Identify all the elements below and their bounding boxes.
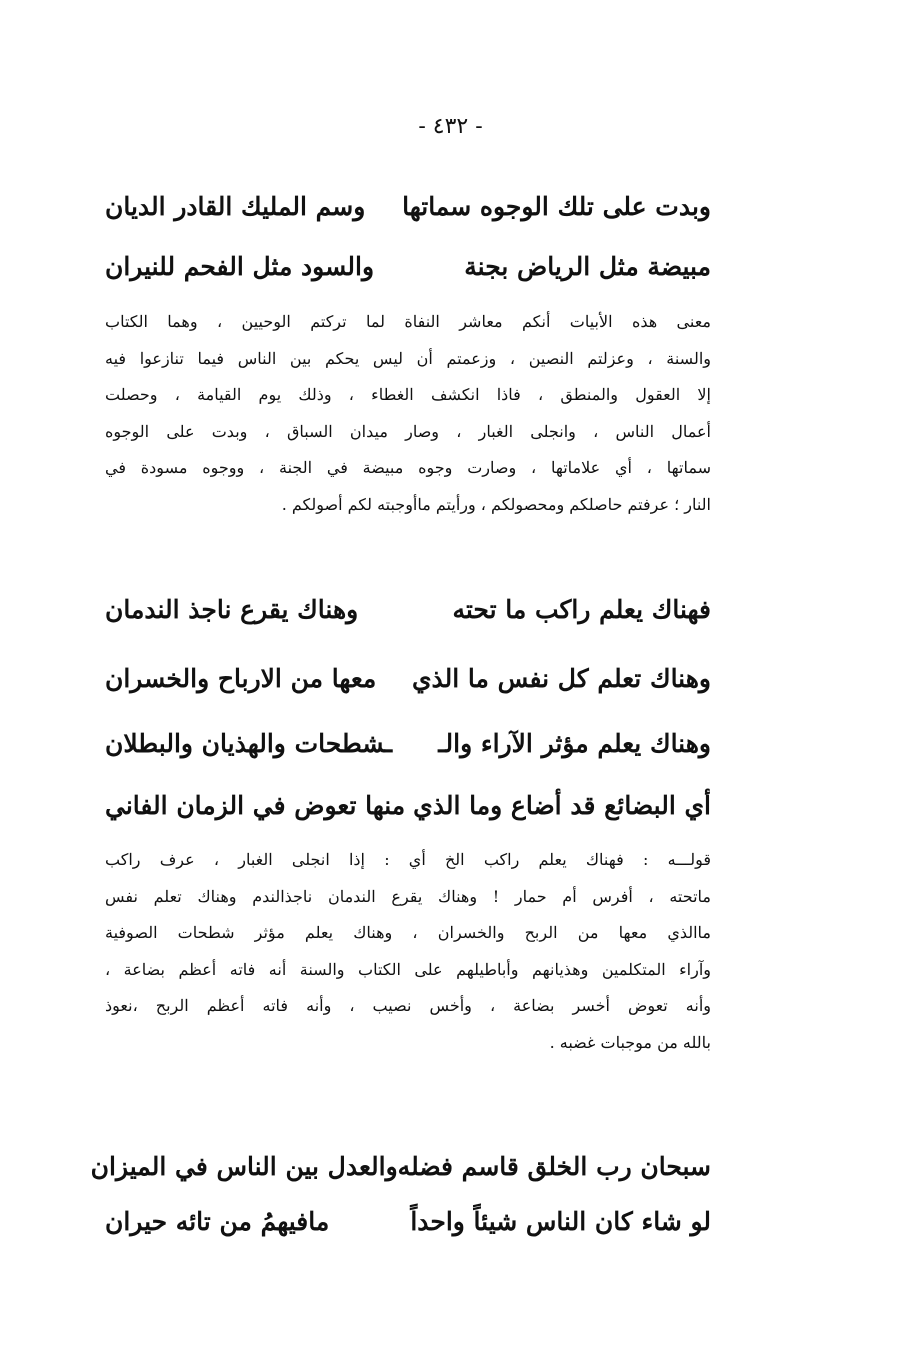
text-line: إلا العقول والمنطق ، فاذا انكشف الغطاء ، وذلك يوم القيامة ، وحصلت [105,385,711,404]
verse-first-hemistich: وبدت على تلك الوجوه سماتها [402,191,711,221]
verse-first-hemistich: فهناك يعلم راكب ما تحته [452,594,711,624]
verse-first-hemistich: سبحان رب الخلق قاسم فضله [397,1151,711,1181]
verse-second-hemistich: مافيهمُ من تائه حيران [105,1206,330,1236]
text-line: سماتها ، أي علاماتها ، وصارت وجوه مبيضة في الجنة ، ووجوه مسودة في [105,458,711,477]
verse-first-hemistich: وهناك يعلم مؤثر الآراء والـ [438,728,711,758]
text-line: بالله من موجبات غضبه . [549,1032,711,1052]
verse-second-hemistich: معها من الارباح والخسران [105,663,377,693]
verse-line [105,243,711,289]
verse-first-hemistich: وهناك تعلم كل نفس ما الذي [411,663,711,693]
verse-second-hemistich: منها تعوض في الزمان الفاني [105,790,406,820]
verse-second-hemistich: والسود مثل الفحم للنيران [105,251,375,281]
text-line: والسنة ، وعزلتم النصين ، وزعمتم أن ليس يحكم بين الناس فيما تنازعوا فيه [105,348,711,368]
verse-second-hemistich: وسم المليك القادر الديان [105,191,366,221]
verse-second-hemistich: وهناك يقرع ناجذ الندمان [105,594,359,624]
text-line: ماتحته ، أفرس أم حمار ! وهناك يقرع الندمان ناجذالندم وهناك تعلم نفس [105,886,711,906]
verse-line [105,782,711,828]
verse-line [90,1143,711,1189]
text-line: ماالذي معها من الربح والخسران ، وهناك يعلم مؤثر شطحات الصوفية [105,923,711,942]
verse-second-hemistich: والعدل بين الناس في الميزان [90,1151,398,1181]
verse-line [105,183,711,229]
text-line: قولـــه : فهناك يعلم راكب الخ أي : إذا انجلى الغبار ، عرف راكب [105,850,711,869]
verse-first-hemistich: مبيضة مثل الرياض بجنة [464,251,711,281]
verse-line [105,655,711,701]
page-number: - ٤٣٢ - [418,114,483,139]
text-line: وأنه تعوض أخسر بضاعة ، وأخس نصيب ، وأنه فاته أعظم الربح ،نعوذ [105,996,711,1015]
verse-line [105,1198,711,1244]
verse-first-hemistich: لو شاء كان الناس شيئاً واحداً [410,1206,711,1236]
text-line: النار ؛ عرفتم حاصلكم ومحصولكم ، ورأيتم ماأوجبته لكم أصولكم . [281,494,711,514]
verse-line [105,586,711,632]
verse-second-hemistich: ـشطحات والهذيان والبطلان [105,728,393,758]
text-line: معنى هذه الأبيات أنكم معاشر النفاة لما تركتم الوحيين ، وهما الكتاب [105,312,711,331]
verse-first-hemistich: أي البضائع قد أضاع وما الذي [413,790,711,820]
commentary-paragraph [105,842,711,1061]
commentary-paragraph [105,304,711,523]
text-line: وآراء المتكلمين وهذيانهم وأباطيلهم على الكتاب والسنة أنه فاته أعظم بضاعة ، [105,959,711,979]
verse-line [105,720,711,766]
text-line: أعمال الناس ، وانجلى الغبار ، وصار ميدان السباق ، وبدت على الوجوه [105,421,711,441]
